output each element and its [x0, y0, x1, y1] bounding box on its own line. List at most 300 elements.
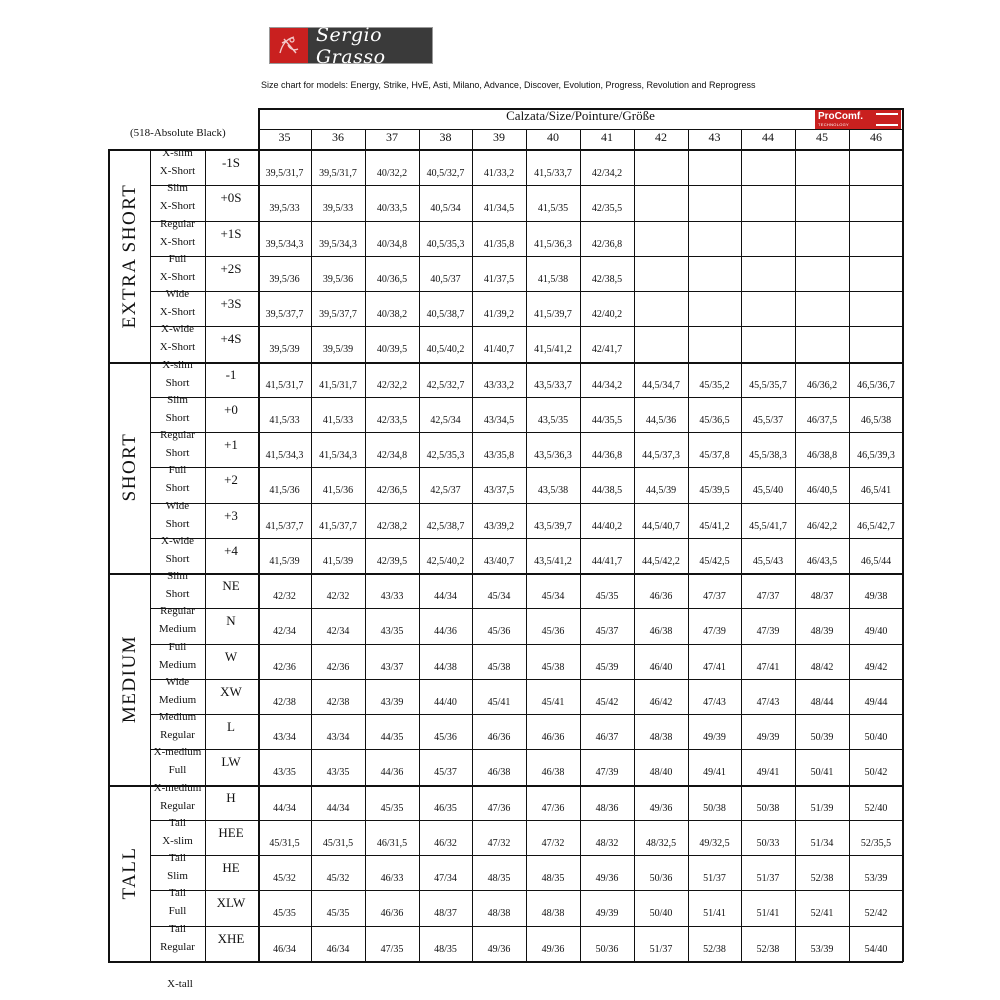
size-value-cell: 41,5/36: [269, 485, 300, 497]
size-value-cell: 44,5/37,3: [642, 450, 680, 461]
fit-label-line: Slim: [167, 182, 188, 195]
size-value-cell: 46,5/42,7: [857, 520, 895, 532]
size-value-cell: 51/37: [756, 873, 780, 884]
size-value-cell: 45/31,5: [322, 837, 354, 849]
table-bottom-border: [108, 961, 903, 963]
size-value-cell: 42/34,8: [376, 450, 408, 461]
procomf-stripes-icon: [876, 113, 898, 126]
size-value-cell: 44/36: [434, 626, 457, 638]
row-line: [150, 503, 903, 504]
size-value-cell: 50/39: [810, 732, 834, 743]
fit-label-line: Tall: [169, 816, 186, 829]
fit-code: +4S: [220, 331, 242, 347]
size-value-cell: 43/34: [273, 732, 296, 743]
size-value-cell: 45/32: [273, 873, 296, 884]
fit-label-line: Short: [165, 552, 190, 565]
group-label: TALL: [119, 846, 140, 900]
fit-label: [150, 464, 205, 502]
size-value-cell: 42/34: [273, 626, 296, 638]
fit-code: +0: [224, 401, 238, 417]
size-value-cell: 40,5/40,2: [426, 344, 465, 356]
fit-label-line: Medium: [158, 693, 197, 706]
fit-label-line: Full: [168, 640, 187, 653]
size-value-cell: 46/34: [273, 943, 296, 955]
row-line: [150, 221, 903, 222]
row-line: [150, 432, 903, 433]
size-column-header: 36: [332, 130, 344, 144]
size-value-cell: 49/41: [756, 767, 780, 779]
size-value-cell: 47/36: [487, 802, 511, 814]
fit-label-line: Full: [168, 252, 187, 265]
row-line: [150, 397, 903, 398]
size-value-cell: 45/37: [434, 767, 457, 779]
size-value-cell: 41,5/33: [269, 414, 300, 426]
fit-label-line: X-slim: [162, 834, 193, 847]
fit-label-line: X-Short: [159, 200, 196, 213]
size-value-cell: 45/35: [326, 908, 350, 920]
size-value-cell: 46/35: [434, 802, 457, 814]
size-value-cell: 44,5/42,2: [642, 555, 680, 567]
size-value-cell: 42/32: [326, 591, 350, 602]
size-value-cell: 42/34,2: [591, 168, 623, 179]
group-divider: [108, 785, 903, 787]
size-value-cell: 41,5/39: [269, 555, 300, 567]
size-value-cell: 39,5/31,7: [319, 168, 357, 179]
size-value-cell: 39,5/37,7: [265, 309, 304, 320]
color-label: (518-Absolute Black): [130, 127, 226, 139]
size-value-cell: 42/32: [273, 591, 296, 602]
size-value-cell: 44/36,8: [591, 450, 623, 461]
fit-label: [150, 182, 205, 220]
size-value-cell: 41,5/41,2: [534, 344, 572, 356]
size-value-cell: 42,5/40,2: [426, 555, 465, 567]
size-value-cell: 45/39: [595, 661, 619, 673]
size-value-cell: 45/36: [434, 732, 457, 743]
size-value-cell: 47/35: [380, 943, 404, 955]
size-value-cell: 42/38,2: [376, 520, 408, 532]
size-value-cell: 49/41: [703, 767, 726, 779]
group-label: EXTRA SHORT: [119, 183, 140, 329]
group-label: MEDIUM: [119, 634, 140, 723]
size-value-cell: 40,5/37: [430, 273, 461, 285]
size-value-cell: 49/39: [595, 908, 619, 920]
row-line: [150, 644, 903, 645]
size-value-cell: 47/39: [703, 626, 726, 638]
size-value-cell: 52/42: [864, 908, 888, 920]
size-value-cell: 41,5/37,7: [319, 520, 357, 532]
size-value-cell: 52/38: [703, 943, 726, 955]
fit-label-line: X-medium: [153, 746, 202, 759]
size-column-header: 45: [816, 130, 828, 144]
size-value-cell: 46/38: [487, 767, 511, 779]
size-value-cell: 48/42: [810, 661, 834, 673]
size-value-cell: 44/34,2: [591, 379, 623, 391]
size-value-cell: 42/32,2: [376, 379, 408, 391]
size-value-cell: 46/40,5: [806, 485, 838, 497]
size-value-cell: 47/32: [487, 837, 511, 849]
fit-label-line: Medium: [158, 658, 197, 671]
size-value-cell: 45/32: [326, 873, 350, 884]
row-line: [150, 326, 903, 327]
size-value-cell: 44/40,2: [591, 520, 623, 532]
fit-label: [150, 323, 205, 361]
size-value-cell: 42/34: [326, 626, 350, 638]
fit-code: +2S: [220, 260, 242, 276]
size-value-cell: 41/37,5: [483, 273, 515, 285]
row-line: [150, 467, 903, 468]
size-value-cell: 53/39: [864, 873, 888, 884]
size-column-header: 40: [547, 130, 559, 144]
size-value-cell: 44/36: [380, 767, 404, 779]
fit-label-line: X-Short: [159, 235, 196, 248]
size-value-cell: 45,5/43: [752, 555, 784, 567]
fit-label-line: Short: [165, 482, 190, 495]
size-value-cell: 41,5/39: [322, 555, 354, 567]
row-line: [150, 256, 903, 257]
size-value-cell: 42,5/37: [430, 485, 461, 497]
size-value-cell: 49/36: [541, 943, 565, 955]
size-value-cell: 41/35,8: [483, 238, 515, 250]
size-value-cell: 40,5/38,7: [426, 309, 465, 320]
fit-label-line: Short: [165, 447, 190, 459]
size-value-cell: 46/38,8: [806, 450, 838, 461]
size-value-cell: 44/34: [434, 591, 457, 602]
size-value-cell: 43,5/33,7: [534, 379, 572, 391]
size-value-cell: 41/34,5: [483, 203, 515, 215]
size-value-cell: 41/39,2: [483, 309, 515, 320]
fit-code: XHE: [217, 930, 245, 946]
size-value-cell: 41,5/39,7: [534, 309, 572, 320]
size-column-header: 42: [655, 130, 667, 144]
size-value-cell: 45/38: [487, 661, 511, 673]
row-line: [150, 185, 903, 186]
size-value-cell: 46,5/38: [860, 414, 892, 426]
size-value-cell: 50/40: [649, 908, 673, 920]
fit-label: [150, 746, 205, 784]
size-value-cell: 42/38,5: [591, 273, 623, 285]
size-value-cell: 39,5/34,3: [319, 238, 357, 250]
fit-code: +4: [224, 542, 238, 558]
size-value-cell: 45/36: [541, 626, 565, 638]
fit-label: [150, 887, 205, 925]
size-value-cell: 47/39: [756, 626, 780, 638]
size-value-cell: 52/35,5: [860, 837, 892, 849]
brand-logo: [269, 23, 433, 68]
size-value-cell: 42/38: [326, 696, 350, 708]
fit-label-line: X-slim: [162, 358, 193, 371]
size-value-cell: 48/36: [595, 802, 619, 814]
size-value-cell: 46/38: [541, 767, 565, 779]
size-value-cell: 50/38: [703, 802, 726, 814]
size-value-cell: 49/36: [649, 802, 673, 814]
fit-code: -1: [225, 366, 237, 382]
size-column-header: 46: [870, 130, 882, 144]
size-value-cell: 45,5/41,7: [749, 520, 787, 532]
size-value-cell: 50/36: [595, 943, 619, 955]
fit-code: +1: [224, 437, 238, 452]
size-value-cell: 43/33: [380, 591, 404, 602]
fit-label: [150, 675, 205, 714]
size-value-cell: 40,5/35,3: [426, 238, 465, 250]
size-value-cell: 49/32,5: [699, 837, 730, 849]
row-line: [150, 538, 903, 539]
fit-label: [150, 534, 205, 573]
size-value-cell: 43,5/39,7: [534, 520, 572, 532]
size-value-cell: 43,5/36,3: [534, 450, 572, 461]
size-value-cell: 44/34: [273, 802, 296, 814]
fit-code: L: [227, 719, 235, 734]
fit-code: W: [224, 648, 238, 664]
size-value-cell: 42/41,7: [591, 344, 623, 356]
size-value-cell: 44,5/34,7: [642, 379, 680, 391]
fit-code: +3: [224, 507, 238, 523]
size-column-header: 43: [708, 130, 721, 144]
size-value-cell: 48/35: [541, 873, 565, 884]
size-value-cell: 50/40: [864, 732, 888, 743]
size-value-cell: 51/41: [703, 908, 726, 920]
fit-label-line: X-slim: [162, 147, 193, 159]
size-value-cell: 45/35: [595, 591, 619, 602]
size-value-cell: 44,5/40,7: [642, 520, 680, 532]
size-value-cell: 39,5/34,3: [265, 238, 304, 250]
row-line: [150, 890, 903, 891]
size-value-cell: 45/35,2: [699, 379, 730, 391]
fit-code: N: [226, 613, 236, 629]
fit-label-line: X-Short: [159, 341, 196, 354]
size-value-cell: 42,5/32,7: [426, 379, 465, 391]
size-value-cell: 47/41: [756, 661, 780, 673]
size-value-cell: 40/33,5: [376, 203, 408, 215]
size-header-title: Calzata/Size/Pointure/Größe: [506, 108, 655, 123]
size-value-cell: 42/38: [273, 696, 296, 708]
size-value-cell: 42,5/35,3: [426, 450, 465, 461]
size-value-cell: 42/36: [326, 661, 350, 673]
size-value-cell: 49/39: [756, 732, 780, 743]
brand-name: Sergio Grasso: [308, 28, 432, 63]
size-value-cell: 41,5/36: [322, 485, 354, 497]
size-value-cell: 47/34: [434, 873, 457, 884]
size-value-cell: 39,5/33: [322, 203, 354, 215]
size-value-cell: 41,5/33,7: [534, 168, 572, 179]
size-value-cell: 49/42: [864, 661, 888, 673]
procomf-badge: [815, 110, 901, 129]
size-value-cell: 50/38: [756, 802, 780, 814]
size-value-cell: 43/39: [380, 696, 404, 708]
size-value-cell: 41,5/38: [537, 273, 569, 285]
size-value-cell: 45/37: [595, 626, 619, 638]
group-divider: [108, 573, 903, 575]
size-value-cell: 46/40: [649, 661, 673, 673]
size-value-cell: 48/35: [487, 873, 511, 884]
size-value-cell: 54/40: [864, 943, 888, 955]
size-value-cell: 40,5/32,7: [426, 168, 465, 179]
size-value-cell: 46/36: [649, 591, 673, 602]
group-label: SHORT: [119, 432, 140, 502]
size-value-cell: 47/43: [703, 696, 726, 708]
size-value-cell: 47/41: [703, 661, 726, 673]
table-right-border: [902, 108, 904, 962]
size-value-cell: 46/33: [380, 873, 404, 884]
size-value-cell: 46/37: [595, 732, 619, 743]
size-value-cell: 46/38: [649, 626, 673, 638]
size-value-cell: 45,5/38,3: [749, 450, 787, 461]
size-value-cell: 39,5/39: [269, 344, 300, 356]
size-value-cell: 45/38: [541, 661, 565, 673]
fit-label-line: Wide: [165, 499, 190, 512]
size-value-cell: 40/32,2: [376, 168, 408, 179]
size-value-cell: 40,5/34: [430, 203, 461, 215]
size-value-cell: 47/37: [703, 591, 726, 602]
size-value-cell: 45,5/40: [752, 485, 784, 497]
fit-label: [150, 922, 205, 961]
size-value-cell: 43/35,8: [483, 450, 515, 461]
fit-label: [150, 288, 205, 326]
fit-label-line: Short: [165, 588, 190, 600]
size-column-header: 41: [601, 130, 613, 144]
trailing-fit-label: X-tall: [167, 978, 193, 990]
size-value-cell: 46/37,5: [806, 414, 838, 426]
size-value-cell: 41/33,2: [483, 168, 515, 179]
fit-code: -1S: [221, 155, 241, 170]
fit-label-line: X-wide: [161, 534, 194, 547]
size-value-cell: 42,5/34: [430, 414, 461, 426]
size-value-cell: 46/34: [326, 943, 350, 955]
row-line: [150, 679, 903, 680]
size-value-cell: 41,5/34,3: [265, 450, 304, 461]
size-value-cell: 44/41,7: [591, 555, 623, 567]
size-value-cell: 50/41: [810, 767, 834, 779]
size-value-cell: 44,5/39: [645, 485, 677, 497]
size-value-cell: 46,5/41: [860, 485, 892, 497]
fit-label-line: Short: [165, 411, 190, 424]
size-value-cell: 45/31,5: [269, 837, 300, 849]
size-value-cell: 50/36: [649, 873, 673, 884]
size-value-cell: 48/35: [434, 943, 457, 955]
fit-label: [150, 640, 205, 679]
size-value-cell: 49/36: [487, 943, 511, 955]
row-line: [150, 608, 903, 609]
size-value-cell: 40/36,5: [376, 273, 408, 285]
fit-label-line: Full: [168, 464, 187, 477]
size-value-cell: 52/38: [756, 943, 780, 955]
size-value-cell: 50/33: [756, 837, 780, 849]
size-value-cell: 52/41: [810, 908, 834, 920]
size-value-cell: 42/33,5: [376, 414, 408, 426]
size-value-cell: 44/38: [434, 661, 457, 673]
fit-label: [150, 252, 205, 291]
size-value-cell: 47/32: [541, 837, 565, 849]
procomf-sub: TECHNOLOGY: [818, 122, 850, 127]
fit-label: [150, 499, 205, 538]
fit-label: [150, 816, 205, 855]
fit-label-line: X-Short: [159, 306, 196, 318]
size-value-cell: 44/38,5: [591, 485, 623, 497]
fit-label-line: Slim: [167, 570, 188, 582]
fit-label: [150, 358, 205, 397]
size-value-cell: 52/40: [864, 802, 888, 814]
stylized-figure-icon: [270, 28, 308, 63]
size-value-cell: 49/38: [864, 591, 888, 602]
size-value-cell: 39,5/31,7: [265, 168, 304, 179]
fit-label-line: Regular: [160, 605, 195, 618]
size-value-cell: 45,5/35,7: [749, 379, 787, 391]
size-value-cell: 52/38: [810, 873, 834, 884]
size-value-cell: 42/40,2: [591, 309, 623, 320]
fit-code: HEE: [218, 824, 244, 840]
fit-label-line: X-Short: [159, 165, 196, 177]
size-value-cell: 51/34: [810, 837, 834, 849]
size-value-cell: 43/35: [326, 767, 350, 779]
size-value-cell: 43/39,2: [483, 520, 515, 532]
fit-label-line: Tall: [169, 922, 186, 935]
header-bottom-border: [108, 149, 903, 151]
fit-label: [150, 570, 205, 608]
size-value-cell: 46/36: [541, 732, 565, 743]
fit-label: [150, 393, 205, 432]
size-value-cell: 42/36,5: [376, 485, 408, 497]
row-line: [150, 855, 903, 856]
fit-label-line: Slim: [167, 393, 188, 406]
size-value-cell: 44/34: [326, 802, 350, 814]
size-value-cell: 43,5/41,2: [534, 555, 572, 567]
fit-code: HE: [222, 860, 240, 875]
fit-label-line: Tall: [169, 852, 186, 864]
size-value-cell: 44,5/36: [645, 414, 677, 426]
group-divider: [108, 362, 903, 364]
size-value-cell: 46,5/44: [860, 555, 892, 567]
size-value-cell: 47/39: [595, 767, 619, 779]
size-value-cell: 47/36: [541, 802, 565, 814]
row-line: [150, 749, 903, 750]
size-value-cell: 46,5/36,7: [857, 379, 895, 391]
fit-code: NE: [222, 578, 240, 593]
size-value-cell: 47/43: [756, 696, 780, 708]
size-value-cell: 46/31,5: [376, 837, 408, 849]
size-value-cell: 46/43,5: [806, 555, 838, 567]
size-value-cell: 47/37: [756, 591, 780, 602]
size-value-cell: 46/42,2: [806, 520, 838, 532]
fit-label: [150, 429, 205, 467]
size-value-cell: 45/37,8: [699, 450, 730, 461]
fit-code: XLW: [216, 895, 246, 911]
size-value-cell: 50/42: [864, 767, 888, 779]
size-value-cell: 45/36: [487, 626, 511, 638]
size-value-cell: 45,5/37: [752, 414, 784, 426]
size-value-cell: 42,5/38,7: [426, 520, 465, 532]
size-value-cell: 42/36: [273, 661, 296, 673]
size-value-cell: 48/38: [649, 732, 673, 743]
size-value-cell: 42/35,5: [591, 203, 623, 215]
size-value-cell: 41,5/34,3: [319, 450, 357, 461]
size-value-cell: 45/41: [541, 696, 565, 708]
fit-label-line: Slim: [167, 870, 188, 882]
size-column-header: 38: [439, 130, 452, 144]
size-value-cell: 46/36: [380, 908, 404, 920]
size-value-cell: 51/37: [649, 943, 673, 955]
size-value-cell: 39,5/33: [269, 203, 300, 215]
procomf-name: ProComf.: [818, 111, 863, 122]
size-column-header: 37: [386, 130, 398, 144]
size-value-cell: 46/36,2: [806, 379, 838, 391]
size-value-cell: 49/36: [595, 873, 619, 884]
fit-label: [150, 217, 205, 256]
size-value-cell: 43,5/35: [537, 414, 569, 426]
size-value-cell: 39,5/36: [322, 273, 354, 285]
row-line: [150, 820, 903, 821]
fit-code: +0S: [220, 190, 242, 206]
size-value-cell: 45/42,5: [699, 555, 730, 567]
size-value-cell: 48/39: [810, 626, 834, 638]
